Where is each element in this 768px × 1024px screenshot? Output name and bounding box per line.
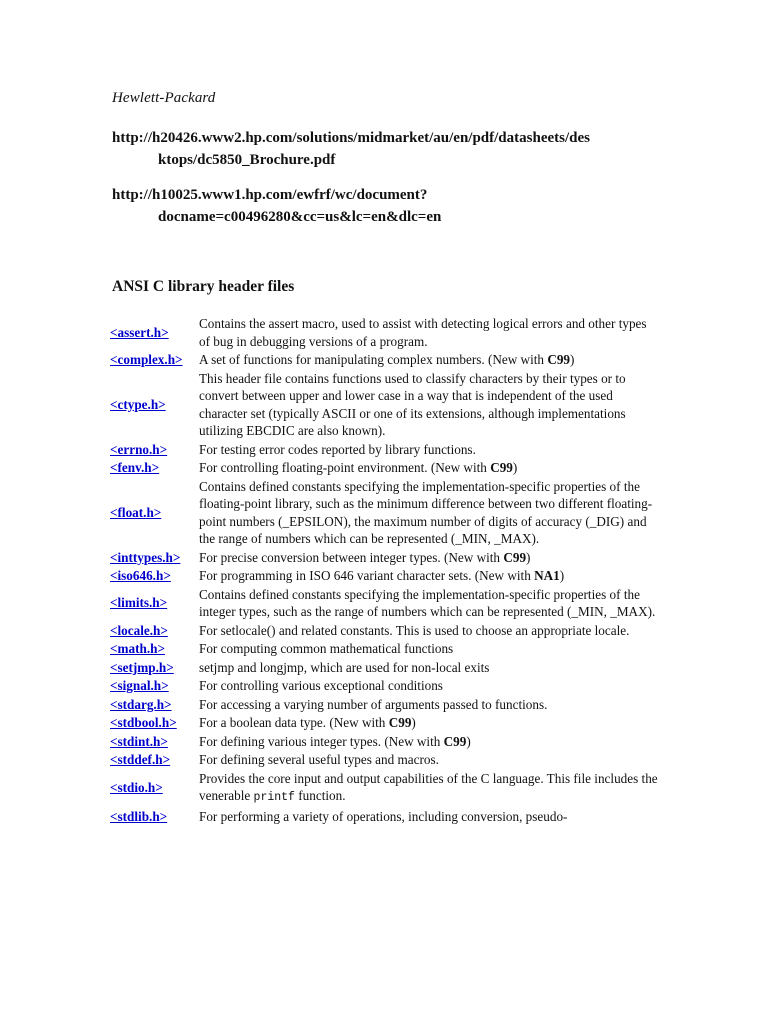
header-description [198,370,659,441]
header-name-cell [109,351,198,370]
header-description [198,441,659,460]
vendor-url-2-line-2[interactable]: docname=c00496280&cc=us&lc=en&dlc=en [158,209,442,225]
table-row [109,567,659,586]
description-text: For testing error codes reported by library functions. [199,441,476,457]
header-file-link[interactable]: <signal.h> [110,678,169,693]
header-file-link[interactable]: <stdarg.h> [110,696,172,712]
header-name-cell [109,808,198,827]
table-row [109,478,659,549]
header-name-cell [109,478,198,549]
header-name-cell [109,441,198,460]
table-row [109,677,659,696]
header-file-link[interactable]: <setjmp.h> [110,659,174,675]
description-text: For defining several useful types and macros. [199,752,439,767]
header-description [198,315,659,351]
vendor-url-1-line-2[interactable]: ktops/dc5850_Brochure.pdf [158,152,336,168]
table-row [109,714,659,733]
table-row [109,586,659,622]
header-file-link[interactable]: <iso646.h> [110,568,171,583]
standard-label: NA1 [534,568,560,583]
header-description [198,459,659,478]
vendor-url-2-line-1[interactable]: http://h10025.www1.hp.com/ewfrf/wc/document? [112,187,428,203]
header-file-link[interactable]: <inttypes.h> [110,549,181,565]
description-text: For precise conversion between integer types. (New with [199,549,504,565]
header-name-cell [109,622,198,641]
header-file-link[interactable]: <math.h> [110,641,165,656]
header-name-cell [109,586,198,622]
header-file-link[interactable]: <fenv.h> [110,460,160,475]
table-row [109,640,659,659]
header-file-link[interactable]: <complex.h> [110,352,183,367]
header-name-cell [109,696,198,715]
table-row [109,808,659,827]
header-description [198,808,659,827]
standard-label: C99 [503,549,527,565]
description-text: Provides the core input and output capabilities of the C language. This file includes the venerable [199,770,658,803]
header-description [198,478,659,549]
header-description [198,640,659,659]
header-description [198,567,659,586]
header-name-cell [109,677,198,696]
header-file-link[interactable]: <float.h> [110,504,162,520]
header-name-cell [109,459,198,478]
table-row [109,770,659,808]
header-file-link[interactable]: <assert.h> [110,324,169,340]
header-name-cell [109,370,198,441]
header-file-link[interactable]: <stdlib.h> [110,808,168,824]
description-text: This header file contains functions used to classify characters by their types or to convert between upper and lower case in a way that is independent of the used character set (typically ASCII or one of its extensions, although implementations utilizing EBCDIC are also known). [199,370,626,438]
table-row [109,733,659,752]
description-suffix: ) [526,549,531,565]
table-row [109,370,659,441]
header-name-cell [109,659,198,678]
description-text: For controlling various exceptional conditions [199,678,443,693]
header-files-table [109,315,659,826]
table-row [109,351,659,370]
description-text: setjmp and longjmp, which are used for non-local exits [199,659,490,675]
table-row [109,459,659,478]
standard-label: C99 [388,715,412,730]
header-files-rows [109,315,659,826]
vendor-url-1-line-1[interactable]: http://h20426.www2.hp.com/solutions/midmarket/au/en/pdf/datasheets/des [112,130,590,146]
vendor-url-2[interactable] [112,184,672,228]
table-row [109,441,659,460]
header-description [198,622,659,641]
description-text: Contains defined constants specifying the implementation-specific properties of the floating-point library, such as the minimum difference between two different floating-point numbers (_EPSILON), the maximum number of digits of accuracy (_DIG) and the range of numbers which can be represented (_MIN, _MAX). [199,478,653,546]
header-name-cell [109,714,198,733]
header-description [198,733,659,752]
code-term: printf [253,791,295,804]
header-name-cell [109,733,198,752]
header-file-link[interactable]: <errno.h> [110,441,168,457]
vendor-name: Hewlett-Packard [112,90,216,106]
description-text: For programming in ISO 646 variant character sets. (New with [199,568,535,583]
description-text: A set of functions for manipulating complex numbers. (New with [199,352,548,367]
standard-label: C99 [547,352,571,367]
vendor-url-1[interactable] [112,127,672,171]
table-row [109,549,659,568]
header-description [198,696,659,715]
header-description [198,770,659,808]
header-file-link[interactable]: <stddef.h> [110,752,171,767]
header-name-cell [109,640,198,659]
description-text: For performing a variety of operations, including conversion, pseudo- [199,808,568,824]
header-name-cell [109,567,198,586]
header-file-link[interactable]: <stdbool.h> [110,715,177,730]
description-suffix: ) [570,352,575,367]
header-name-cell [109,751,198,770]
description-text: Contains the assert macro, used to assist with detecting logical errors and other types of bug in debugging versions of a program. [199,316,647,349]
header-name-cell [109,770,198,808]
description-text: For a boolean data type. (New with [199,715,389,730]
description-text: For controlling floating-point environment. (New with [199,460,491,475]
header-file-link[interactable]: <locale.h> [110,622,168,638]
header-description [198,714,659,733]
description-text: For accessing a varying number of arguments passed to functions. [199,696,548,712]
description-suffix: function. [294,788,346,803]
description-text: For computing common mathematical functions [199,641,454,656]
table-row [109,315,659,351]
header-description [198,586,659,622]
header-file-link[interactable]: <stdint.h> [110,733,168,749]
description-suffix: ) [512,460,518,475]
header-description [198,549,659,568]
table-row [109,659,659,678]
table-row [109,751,659,770]
standard-label: C99 [443,733,467,749]
description-text: Contains defined constants specifying the implementation-specific properties of the integer types, such as the range of numbers which can be represented (_MIN, _MAX). [199,586,656,619]
header-description [198,677,659,696]
header-file-link[interactable]: <limits.h> [110,595,168,611]
description-suffix: ) [411,715,416,730]
header-name-cell [109,549,198,568]
header-file-link[interactable]: <stdio.h> [110,780,163,796]
description-text: For setlocale() and related constants. This is used to choose an appropriate locale. [199,622,630,638]
description-suffix: ) [466,733,471,749]
header-file-link[interactable]: <ctype.h> [110,396,166,412]
description-suffix: ) [559,568,565,583]
standard-label: C99 [490,460,513,475]
section-title: ANSI C library header files [112,278,295,295]
table-row [109,696,659,715]
table-row [109,622,659,641]
header-description [198,659,659,678]
header-description [198,351,659,370]
header-name-cell [109,315,198,351]
header-description [198,751,659,770]
description-text: For defining various integer types. (New with [199,733,444,749]
